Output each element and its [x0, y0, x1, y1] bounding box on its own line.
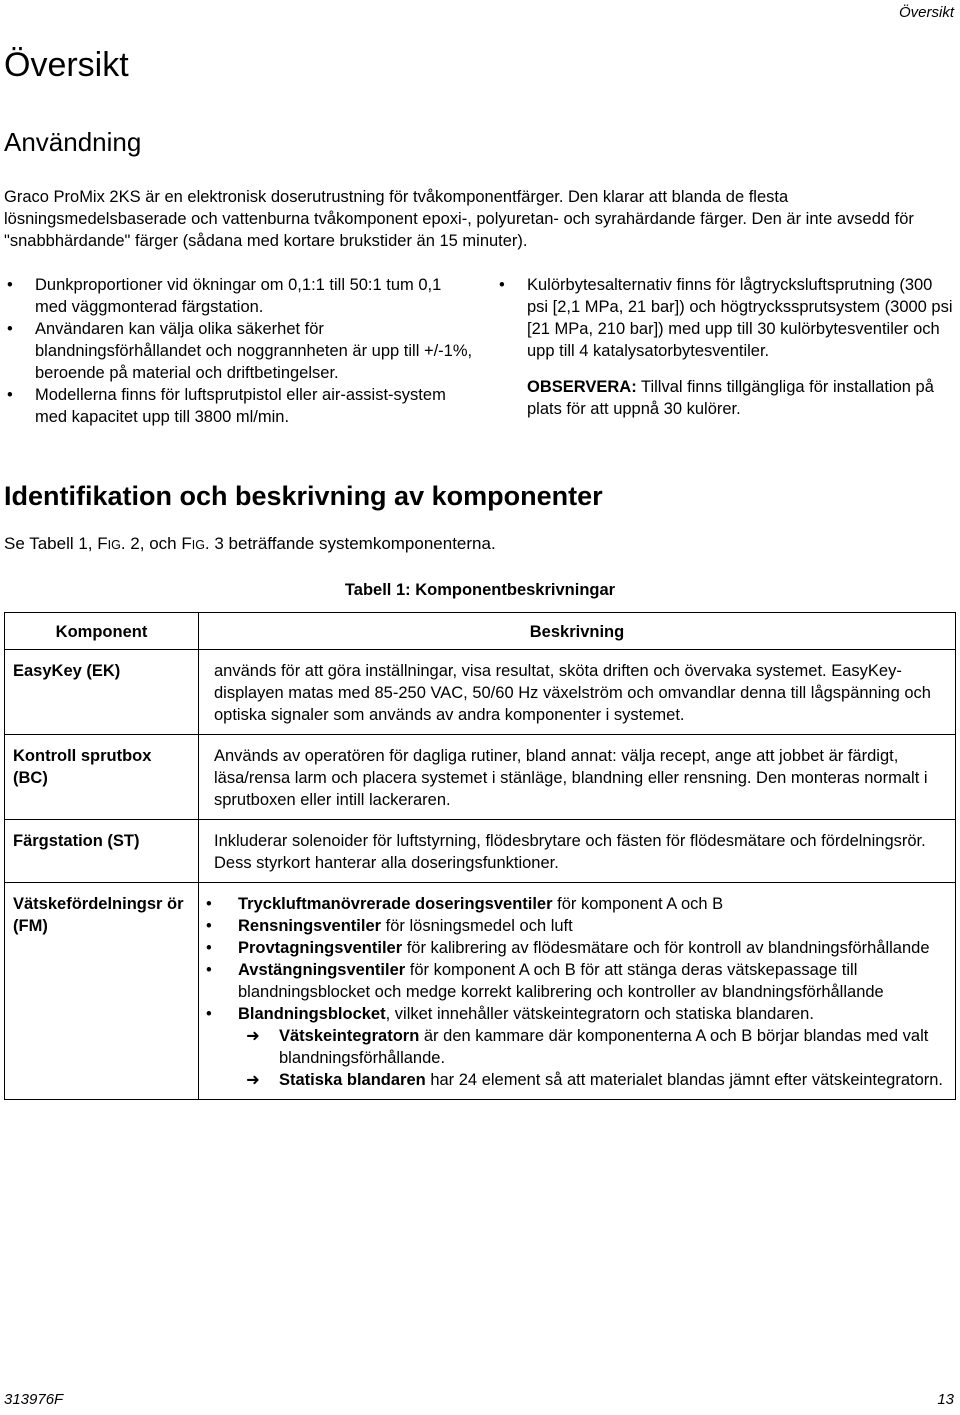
- item-term: Vätskeintegratorn: [279, 1027, 420, 1045]
- item-term: Provtagningsventiler: [238, 939, 403, 957]
- item-term: Avstängningsventiler: [238, 961, 406, 979]
- item-term: Tryckluftmanövrerade doseringsventiler: [238, 895, 553, 913]
- note: [527, 376, 956, 420]
- usage-right-column: [496, 274, 956, 420]
- item-text: är den kammare där komponenterna A och B börjar blandas med valt blandningsförhållande.: [279, 1027, 929, 1067]
- item-term: Rensningsventiler: [238, 917, 382, 935]
- usage-right-bullets: [496, 274, 956, 362]
- note-text: Tillval finns tillgängliga för installation på plats för att uppnå 30 kulörer.: [527, 378, 934, 418]
- component-table: [4, 612, 956, 1100]
- item-term: Statiska blandaren: [279, 1071, 426, 1089]
- ref-text: . 2, och F: [120, 534, 192, 553]
- ref-fig: IG: [107, 538, 121, 552]
- note-label: OBSERVERA:: [527, 378, 637, 396]
- list-item: [238, 1025, 945, 1069]
- table-row: [5, 735, 956, 820]
- list-item: [214, 1003, 945, 1025]
- table-caption: Tabell 1: Komponentbeskrivningar: [344, 581, 616, 599]
- running-header: Översikt: [898, 4, 954, 21]
- component-description: [199, 883, 956, 1100]
- usage-heading: Användning: [4, 127, 142, 157]
- ref-text: Se Tabell 1, F: [4, 534, 108, 553]
- usage-intro: Graco ProMix 2KS är en elektronisk doserutrustning för tvåkomponentfärger. Den klarar att blanda de flesta lösningsmedelsbaserade och vattenburna tvåkomponent epoxi-, polyuretan- och syrahärdande färger. Den är inte avsedd för "snabbhärdande" färger (sådana med kortare brukstider än 15 minuter).: [4, 188, 914, 250]
- components-heading: Identifikation och beskrivning av komponenter: [4, 481, 603, 511]
- page-title: Översikt: [4, 46, 129, 84]
- table-row: [5, 650, 956, 735]
- list-item: [214, 937, 945, 959]
- column-header-component: Komponent: [5, 613, 199, 650]
- table-reference: [4, 534, 496, 554]
- document-number: 313976F: [4, 1391, 64, 1408]
- list-item: • Kulörbytesalternativ finns för lågtrycksluftsprutning (300 psi [2,1 MPa, 21 bar]) och högtryckssprutsystem (3000 psi [21 MPa, 210 bar]) med upp till 30 kulörbytesventiler och upp till 4 katalysatorbytesventiler.: [496, 274, 956, 362]
- list-item: [214, 959, 945, 1003]
- item-term: Blandningsblocket: [238, 1005, 386, 1023]
- item-text: för komponent A och B: [552, 895, 724, 913]
- manifold-parts-list: [214, 893, 945, 1025]
- list-item: [214, 893, 945, 915]
- component-description: används för att göra inställningar, visa resultat, sköta driften och övervaka systemet. EasyKey-displayen matas med 85-250 VAC, 50/60 Hz växelström och omvandlar denna till lågspänning och optiska signaler som används av andra komponenter i systemet.: [199, 650, 956, 735]
- component-name: Färgstation (ST): [5, 820, 199, 883]
- page-number: 13: [937, 1391, 954, 1408]
- table-header-row: [5, 613, 956, 650]
- column-header-description: Beskrivning: [199, 613, 956, 650]
- ref-fig: IG: [191, 538, 205, 552]
- ref-text: . 3 beträffande systemkomponenterna.: [204, 534, 496, 553]
- item-text: , vilket innehåller vätskeintegratorn och statiska blandaren.: [385, 1005, 814, 1023]
- table-row: [5, 820, 956, 883]
- list-item: [238, 1069, 945, 1091]
- list-item: • Dunkproportioner vid ökningar om 0,1:1 till 50:1 tum 0,1 med väggmonterad färgstation.: [4, 274, 474, 318]
- item-text: har 24 element så att materialet blandas jämnt efter vätskeintegratorn.: [425, 1071, 944, 1089]
- item-text: för kalibrering av flödesmätare och för kontroll av blandningsförhållande: [402, 939, 930, 957]
- list-item: • Modellerna finns för luftsprutpistol eller air-assist-system med kapacitet upp till 3800 ml/min.: [4, 384, 474, 428]
- component-description: Används av operatören för dagliga rutiner, bland annat: välja recept, ange att jobbet är färdigt, läsa/rensa larm och placera systemet i stänläge, blandning eller rensning. Den monteras normalt i sprutboxen eller intill lackeraren.: [199, 735, 956, 820]
- component-name: Vätskefördelningsr ör (FM): [5, 883, 199, 1100]
- usage-left-column: [4, 274, 474, 428]
- list-item: [214, 915, 945, 937]
- component-description: Inkluderar solenoider för luftstyrning, flödesbrytare och fästen för flödesmätare och fördelningsrör. Dess styrkort hanterar alla doseringsfunktioner.: [199, 820, 956, 883]
- component-name: Kontroll sprutbox (BC): [5, 735, 199, 820]
- item-text: för komponent A och B för att stänga deras vätskepassage till blandningsblocket och medge korrekt kalibrering och kontroller av blandningsförhållande: [238, 961, 884, 1001]
- usage-left-bullets: [4, 274, 474, 428]
- component-name: EasyKey (EK): [5, 650, 199, 735]
- table-row: [5, 883, 956, 1100]
- list-item: • Användaren kan välja olika säkerhet för blandningsförhållandet och noggrannheten är upp till +/-1%, beroende på material och driftbetingelser.: [4, 318, 474, 384]
- item-text: för lösningsmedel och luft: [381, 917, 573, 935]
- mixing-block-sub-list: [214, 1025, 945, 1091]
